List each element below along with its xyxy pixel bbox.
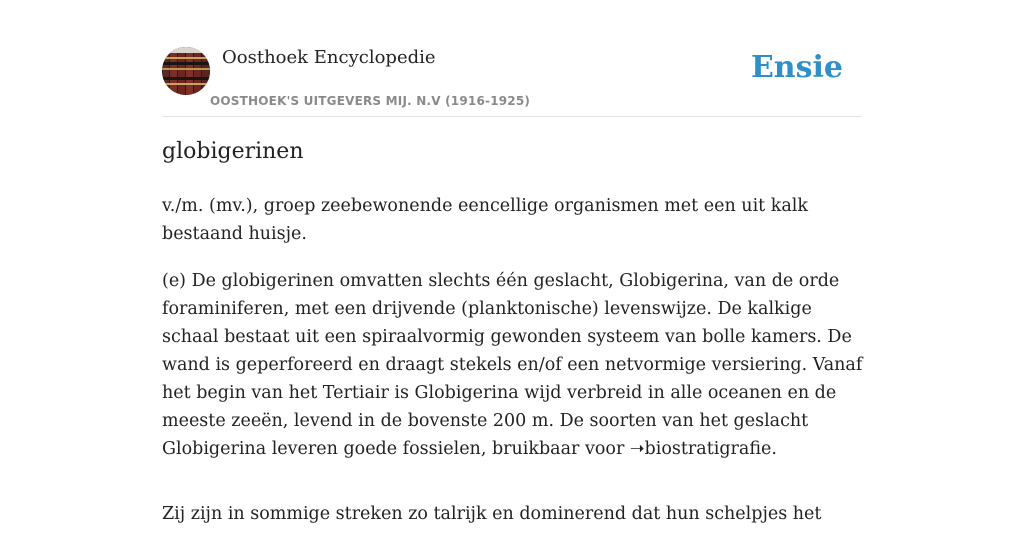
publisher-label: OOSTHOEK'S UITGEVERS MIJ. N.V (1916-1925) xyxy=(210,94,531,108)
source-name-link[interactable]: Oosthoek Encyclopedie xyxy=(222,47,436,68)
body-end-text: . xyxy=(771,439,777,459)
definition-paragraph: v./m. (mv.), groep zeebewonende eencellige organismen met een uit kalk bestaand huisje. xyxy=(162,196,809,244)
source-header xyxy=(162,46,862,117)
body-text: (e) De globigerinen omvatten slechts één geslacht, Globigerina, van de orde foraminiferen, met een drijvende (planktonische) levenswijze. De kalkige schaal bestaat uit een spiraalvormig gewonden systeem van bolle kamers. De wand is geperforeerd en draagt stekels en/of een netvormige versiering. Vanaf het begin van het Tertiair is Globigerina wijd verbreid in alle oceanen en de meeste zeeën, levend in de bovenste 200 m. De soorten van het geslacht Globigerina leveren goede fossielen, bruikbaar voor xyxy=(162,271,863,459)
entry-title: globigerinen xyxy=(162,139,304,164)
biostratigrafie-link[interactable]: ➝biostratigrafie xyxy=(629,439,772,459)
book-spines-icon[interactable] xyxy=(162,47,210,95)
body-paragraph xyxy=(162,267,867,463)
entry-content xyxy=(162,192,867,547)
continuation-paragraph: Zij zijn in sommige streken zo talrijk en dominerend dat hun schelpjes het xyxy=(162,504,822,524)
ensie-logo-link[interactable]: Ensie xyxy=(750,50,843,85)
